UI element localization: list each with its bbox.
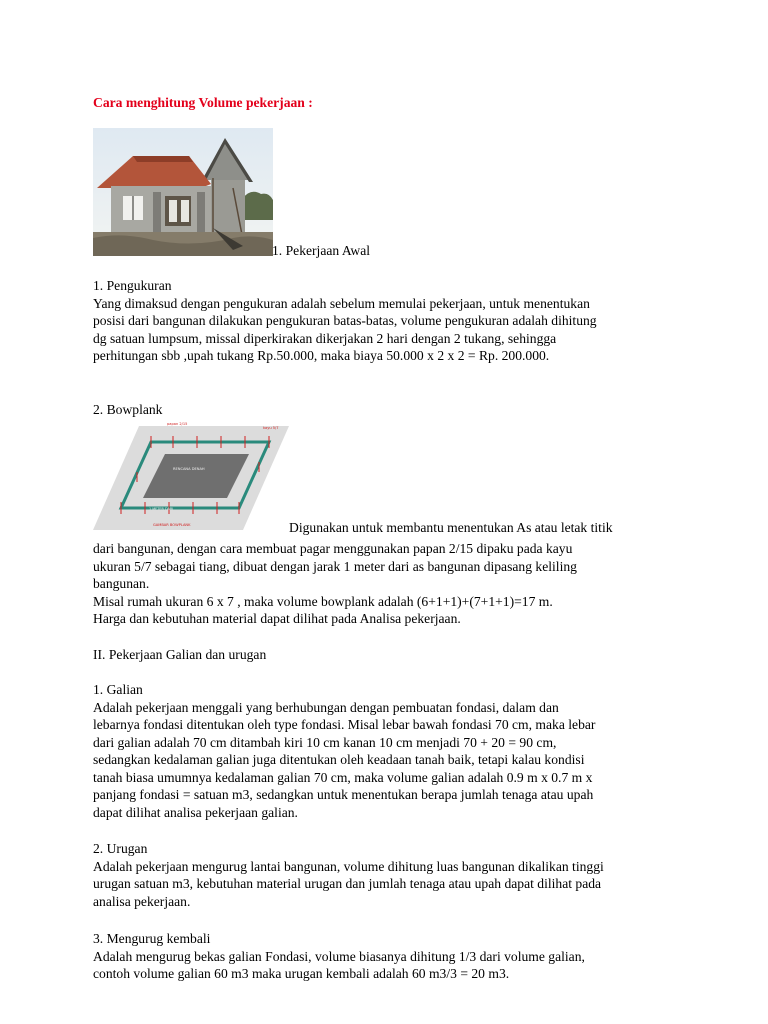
bowplank-caption: Digunakan untuk membantu menentukan As atau letak titik: [289, 520, 613, 535]
section-urugan: [93, 840, 693, 910]
section-pengukuran: [93, 277, 693, 365]
photo-caption: 1. Pekerjaan Awal: [272, 243, 371, 258]
section-mengurug-kembali: [93, 930, 693, 983]
bowplank-diagram: [93, 418, 289, 530]
diagram-label-papan: papan 2/15: [167, 422, 188, 426]
section-body: Adalah mengurug bekas galian Fondasi, volume biasanya dihitung 1/3 dari volume galian, contoh volume galian 60 m3 maka urugan kembali adalah 60 m3/3 = 20 m3.: [93, 948, 585, 981]
section-heading: 2. Bowplank: [93, 402, 163, 417]
section-bowplank-heading: [93, 401, 693, 419]
section-galian-urugan: [93, 646, 693, 664]
page-title: Cara menghitung Volume pekerjaan :: [93, 95, 313, 110]
section-bowplank-body: [93, 540, 693, 628]
section-body: Adalah pekerjaan mengurug lantai bangunan, volume dihitung luas bangunan dikalikan tinggi urugan satuan m3, kebutuhan material urugan dan jumlah tenaga atau upah dapat dilihat pada analisa pekerjaan.: [93, 858, 604, 909]
diagram-label-denah: RENCANA DENAH: [173, 467, 205, 471]
section-heading: II. Pekerjaan Galian dan urugan: [93, 647, 267, 662]
section-heading: 3. Mengurug kembali: [93, 931, 211, 946]
section-body: Yang dimaksud dengan pengukuran adalah sebelum memulai pekerjaan, untuk menentukan posisi dari bangunan dilakukan pengukuran batas-batas, volume pengukuran adalah dihitung dg satuan lumpsum, missal diperkirakan dikerjakan 2 hari dengan 2 tukang, sehingga perhitungan sbb ,upah tukang Rp.50.000, maka biaya 50.000 x 2 x 2 = Rp. 200.000.: [93, 295, 597, 363]
section-heading: 1. Galian: [93, 682, 143, 697]
section-body: dari bangunan, dengan cara membuat pagar menggunakan papan 2/15 dipaku pada kayu ukuran 5/7 sebagai tiang, dibuat dengan jarak 1 meter dari as bangunan dipasang keliling bangunan. Misal rumah ukuran 6 x 7 , maka volume bowplank adalah (6+1+1)+(7+1+1)=17 m. Harga dan kebutuhan material dapat dilihat pada Analisa pekerjaan.: [93, 541, 577, 626]
house-photo: [93, 128, 273, 256]
section-heading: 1. Pengukuran: [93, 278, 172, 293]
section-body: Adalah pekerjaan menggali yang berhubungan dengan pembuatan fondasi, dalam dan lebarnya fondasi ditentukan oleh type fondasi. Misal lebar bawah fondasi 70 cm, maka lebar dari galian adalah 70 cm ditambah kiri 10 cm kanan 10 cm menjadi 70 + 20 = 90 cm, sedangkan kedalaman galian juga ditentukan oleh keadaan tanah baik, tetapi kalau kondisi tanah biasa umumnya kedalaman galian 70 cm, maka volume galian adalah 0.9 m x 0.7 m x panjang fondasi = satuan m3, sedangkan untuk menentukan berapa jumlah tenaga atau upah dapat dilihat analisa pekerjaan galian.: [93, 699, 596, 820]
section-galian: [93, 681, 693, 821]
diagram-label-meter: 1 METER DARI: [149, 507, 174, 511]
section-heading: 2. Urugan: [93, 841, 148, 856]
diagram-label-kayu: kayu 5/7: [263, 426, 279, 430]
diagram-caption: GAMBAR BOWPLANK: [153, 523, 191, 527]
